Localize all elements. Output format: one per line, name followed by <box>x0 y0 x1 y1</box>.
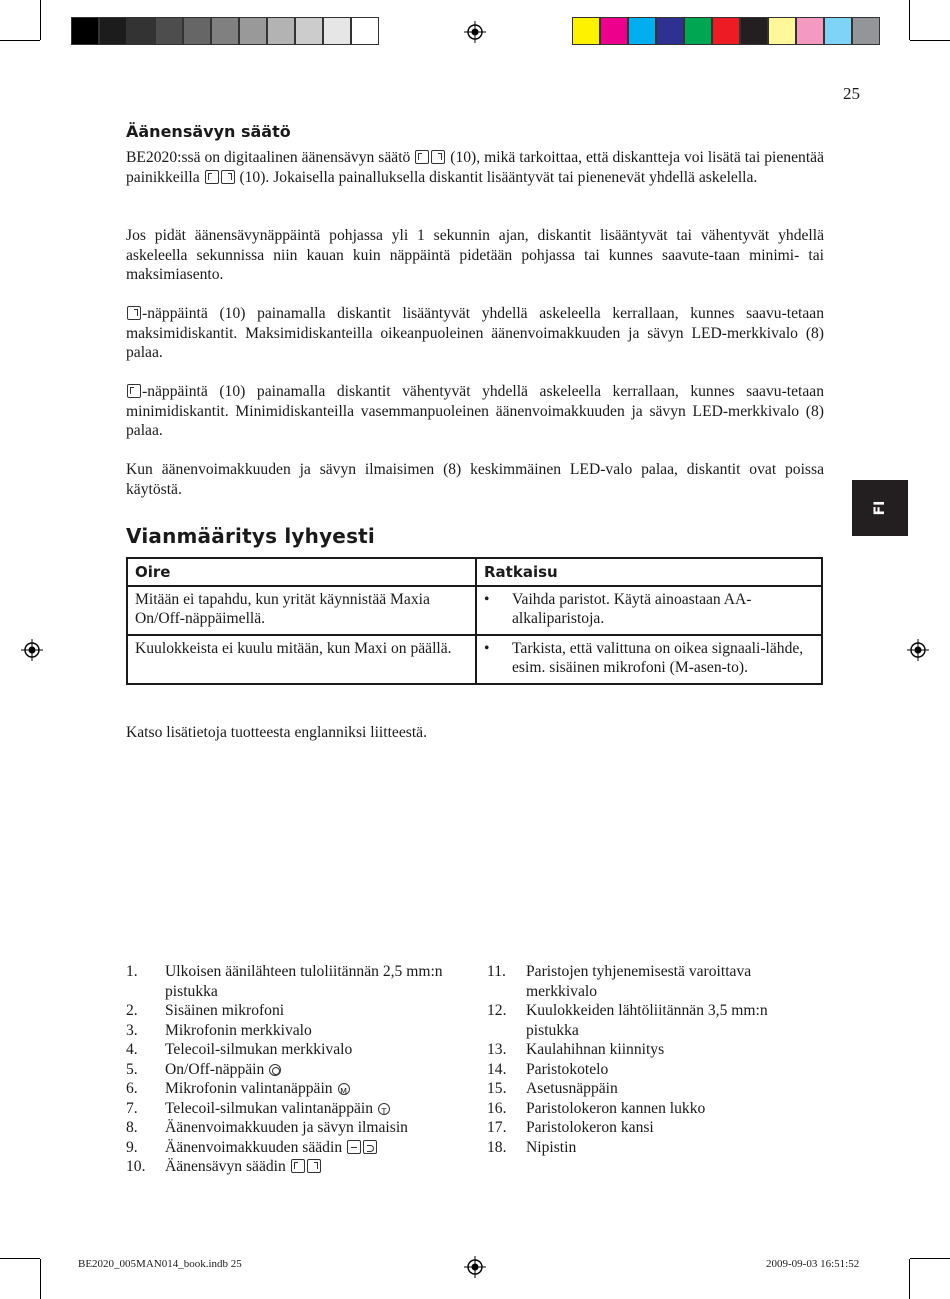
list-item-number: 8. <box>126 1119 138 1136</box>
mic-m-icon <box>338 1083 350 1095</box>
list-item <box>126 1079 456 1099</box>
list-item-text <box>165 1099 456 1119</box>
list-item <box>487 1099 817 1119</box>
color-swatch <box>852 17 880 45</box>
solution-text: Vaihda paristot. Käytä ainoastaan AA-alkaliparistoja. <box>512 590 752 628</box>
section-heading-troubleshooting: Vianmääritys lyhyesti <box>126 524 375 548</box>
list-item-label: Telecoil-silmukan merkkivalo <box>165 1041 353 1058</box>
list-item <box>487 962 817 1001</box>
list-item-text <box>526 1099 817 1119</box>
footer-file-info: BE2020_005MAN014_book.indb 25 <box>78 1258 242 1270</box>
list-item-text <box>526 1118 817 1138</box>
crop-mark <box>909 0 910 40</box>
list-item-text <box>165 1040 456 1060</box>
list-item <box>487 1138 817 1158</box>
table-row <box>127 586 822 635</box>
list-item-label: On/Off-näppäin <box>165 1060 265 1078</box>
parts-list-right <box>487 962 817 1157</box>
color-swatch <box>239 17 267 45</box>
list-item-label: Kaulahihnan kiinnitys <box>526 1041 665 1058</box>
color-swatch <box>295 17 323 45</box>
list-item-number: 15. <box>487 1080 507 1097</box>
solution-text: Tarkista, että valittuna on oikea signaali-lähde, esim. sisäinen mikrofoni (M-asen-to). <box>512 639 804 677</box>
registration-mark-icon <box>464 1256 486 1278</box>
list-item-label: Paristojen tyhjenemisestä varoittava merkkivalo <box>526 963 752 1000</box>
column-header: Ratkaisu <box>476 558 822 586</box>
list-item-number: 7. <box>126 1099 138 1117</box>
color-swatch <box>351 17 379 45</box>
color-swatch <box>740 17 768 45</box>
list-item-label: Paristokotelo <box>526 1060 609 1078</box>
list-item-number: 14. <box>487 1060 507 1078</box>
color-swatch <box>155 17 183 45</box>
volume-up-icon <box>363 1140 377 1154</box>
solution-cell <box>476 586 822 635</box>
list-item-text <box>526 1138 817 1158</box>
crop-mark <box>40 0 41 40</box>
list-item-number: 4. <box>126 1041 138 1058</box>
list-item-label: Kuulokkeiden lähtöliitännän 3,5 mm:n pistukka <box>526 1002 768 1039</box>
power-icon <box>269 1064 281 1076</box>
language-tab-label: FI <box>872 500 888 516</box>
crop-mark <box>0 1258 40 1259</box>
tone-down-icon <box>415 150 429 164</box>
list-item-label: Nipistin <box>526 1138 577 1156</box>
list-item-text <box>526 962 817 1001</box>
paragraph <box>126 382 824 441</box>
list-item-text <box>165 1060 456 1080</box>
troubleshooting-table <box>126 557 823 685</box>
paragraph <box>126 148 824 187</box>
list-item-number: 12. <box>487 1002 507 1019</box>
tone-up-icon <box>221 170 235 184</box>
crop-mark <box>910 40 950 41</box>
paragraph-text: (10). Jokaisella painalluksella diskantit lisääntyvät tai pienenevät yhdellä askelella. <box>239 168 758 186</box>
list-item-label: Mikrofonin valintanäppäin <box>165 1080 333 1097</box>
list-item <box>126 1157 456 1177</box>
list-item <box>487 1001 817 1040</box>
list-item <box>487 1079 817 1099</box>
reference-note: Katso lisätietoja tuotteesta englanniksi liitteestä. <box>126 724 427 741</box>
list-item-label: Äänensävyn säädin <box>165 1158 286 1175</box>
list-item-label: Paristolokeron kannen lukko <box>526 1099 706 1117</box>
list-item-text <box>526 1001 817 1040</box>
color-swatch <box>99 17 127 45</box>
crop-mark <box>910 1258 950 1259</box>
symptom-cell: Mitään ei tapahdu, kun yrität käynnistää Maxia On/Off-näppäimellä. <box>127 586 476 635</box>
list-item-number: 10. <box>126 1158 146 1175</box>
list-item-number: 17. <box>487 1119 507 1136</box>
table-row <box>127 635 822 684</box>
list-item-number: 5. <box>126 1060 138 1078</box>
list-item-label: Asetusnäppäin <box>526 1080 618 1097</box>
page-number: 25 <box>843 84 860 103</box>
list-item-text <box>526 1079 817 1099</box>
volume-down-icon <box>347 1140 361 1154</box>
color-swatch <box>768 17 796 45</box>
color-swatch <box>796 17 824 45</box>
color-swatch <box>684 17 712 45</box>
crop-mark <box>909 1259 910 1299</box>
tone-up-icon <box>307 1159 321 1173</box>
list-item-label: Sisäinen mikrofoni <box>165 1002 285 1019</box>
color-swatch <box>600 17 628 45</box>
color-swatch <box>572 17 600 45</box>
registration-mark-icon <box>464 21 486 43</box>
paragraph-text: BE2020:ssä on digitaalinen äänensävyn säätö <box>126 149 411 166</box>
paragraph-text: -näppäintä (10) painamalla diskantit lisääntyvät yhdellä askeleella kerrallaan, kunnes saavu-tetaan maksimidiskantit. Maksimidiskanteilla oikeanpuoleinen äänenvoimakkuuden ja sävyn LED-merkkivalo (8) palaa. <box>126 305 824 362</box>
color-swatch <box>127 17 155 45</box>
list-item-text <box>165 962 456 1001</box>
language-tab <box>852 480 908 536</box>
list-item-number: 16. <box>487 1099 507 1117</box>
color-swatch <box>323 17 351 45</box>
paragraph-text: -näppäintä (10) painamalla diskantit vähentyvät yhdellä askeleella kerrallaan, kunnes saavu-tetaan minimidiskantit. Minimidiskanteilla vasemmanpuoleinen äänenvoimakkuuden ja sävyn LED-merkkivalo (8) palaa. <box>126 383 824 440</box>
list-item <box>487 1060 817 1080</box>
tone-down-icon <box>291 1159 305 1173</box>
tone-down-icon <box>205 170 219 184</box>
icon-letter: M <box>340 1087 347 1096</box>
list-item-text <box>526 1060 817 1080</box>
list-item-label: Äänenvoimakkuuden säädin <box>165 1138 343 1156</box>
symptom-cell: Kuulokkeista ei kuulu mitään, kun Maxi on päällä. <box>127 635 476 684</box>
column-header: Oire <box>127 558 476 586</box>
list-item <box>487 1040 817 1060</box>
color-swatch <box>211 17 239 45</box>
list-item <box>126 1099 456 1119</box>
list-item-number: 11. <box>487 963 506 980</box>
list-item-number: 2. <box>126 1002 138 1019</box>
list-item-text <box>165 1001 456 1021</box>
registration-mark-icon <box>21 639 43 661</box>
list-item-number: 3. <box>126 1021 138 1039</box>
list-item <box>126 1138 456 1158</box>
list-item <box>126 1001 456 1021</box>
solution-cell <box>476 635 822 684</box>
registration-mark-icon <box>907 639 929 661</box>
telecoil-t-icon <box>378 1103 390 1115</box>
paragraph: Kun äänenvoimakkuuden ja sävyn ilmaisimen (8) keskimmäinen LED-valo palaa, diskantit ovat poissa käytöstä. <box>126 461 824 498</box>
crop-mark <box>40 1259 41 1299</box>
tone-up-icon <box>431 150 445 164</box>
list-item-label: Telecoil-silmukan valintanäppäin <box>165 1099 374 1117</box>
list-item-text <box>165 1079 456 1099</box>
list-item <box>126 1040 456 1060</box>
color-swatch <box>656 17 684 45</box>
paragraph: Jos pidät äänensävynäppäintä pohjassa yli 1 sekunnin ajan, diskantit lisääntyvät tai vähentyvät yhdellä askeleella sekunnissa niin kauan kuin näppäintä pidetään pohjassa tai kunnes saavute-taan minimi- tai maksimiasento. <box>126 227 824 284</box>
parts-list-left <box>126 962 456 1177</box>
tone-down-icon <box>127 384 141 398</box>
list-item-text <box>165 1118 456 1138</box>
list-item-label: Äänenvoimakkuuden ja sävyn ilmaisin <box>165 1119 408 1136</box>
list-item-text <box>165 1157 456 1177</box>
list-item-text <box>165 1021 456 1041</box>
crop-mark <box>0 40 40 41</box>
list-item-text <box>526 1040 817 1060</box>
list-item <box>126 1118 456 1138</box>
paragraph <box>126 304 824 363</box>
list-item-number: 1. <box>126 963 138 980</box>
list-item-label: Ulkoisen äänilähteen tuloliitännän 2,5 mm:n pistukka <box>165 963 443 1000</box>
list-item-number: 13. <box>487 1041 507 1058</box>
color-swatch <box>824 17 852 45</box>
paragraph-text: (10), mikä tarkoittaa, että diskantteja voi lisätä tai pienentää painikkeilla <box>126 149 824 186</box>
footer-timestamp: 2009-09-03 16:51:52 <box>766 1258 860 1270</box>
list-item-label: Mikrofonin merkkivalo <box>165 1021 312 1039</box>
color-swatch <box>183 17 211 45</box>
color-swatch <box>71 17 99 45</box>
list-item-number: 18. <box>487 1138 507 1156</box>
color-swatch <box>712 17 740 45</box>
list-item <box>487 1118 817 1138</box>
list-item-number: 9. <box>126 1138 138 1156</box>
list-item-label: Paristolokeron kansi <box>526 1119 654 1136</box>
list-item-number: 6. <box>126 1080 138 1097</box>
list-item <box>126 1060 456 1080</box>
color-swatch <box>628 17 656 45</box>
section-heading-tone: Äänensävyn säätö <box>126 122 291 141</box>
bullet: • <box>484 639 490 657</box>
color-swatch <box>267 17 295 45</box>
icon-letter: T <box>381 1106 387 1116</box>
tone-up-icon <box>127 306 141 320</box>
list-item-text <box>165 1138 456 1158</box>
list-item <box>126 1021 456 1041</box>
list-item <box>126 962 456 1001</box>
bullet: • <box>484 590 490 608</box>
table-header-row <box>127 558 822 586</box>
